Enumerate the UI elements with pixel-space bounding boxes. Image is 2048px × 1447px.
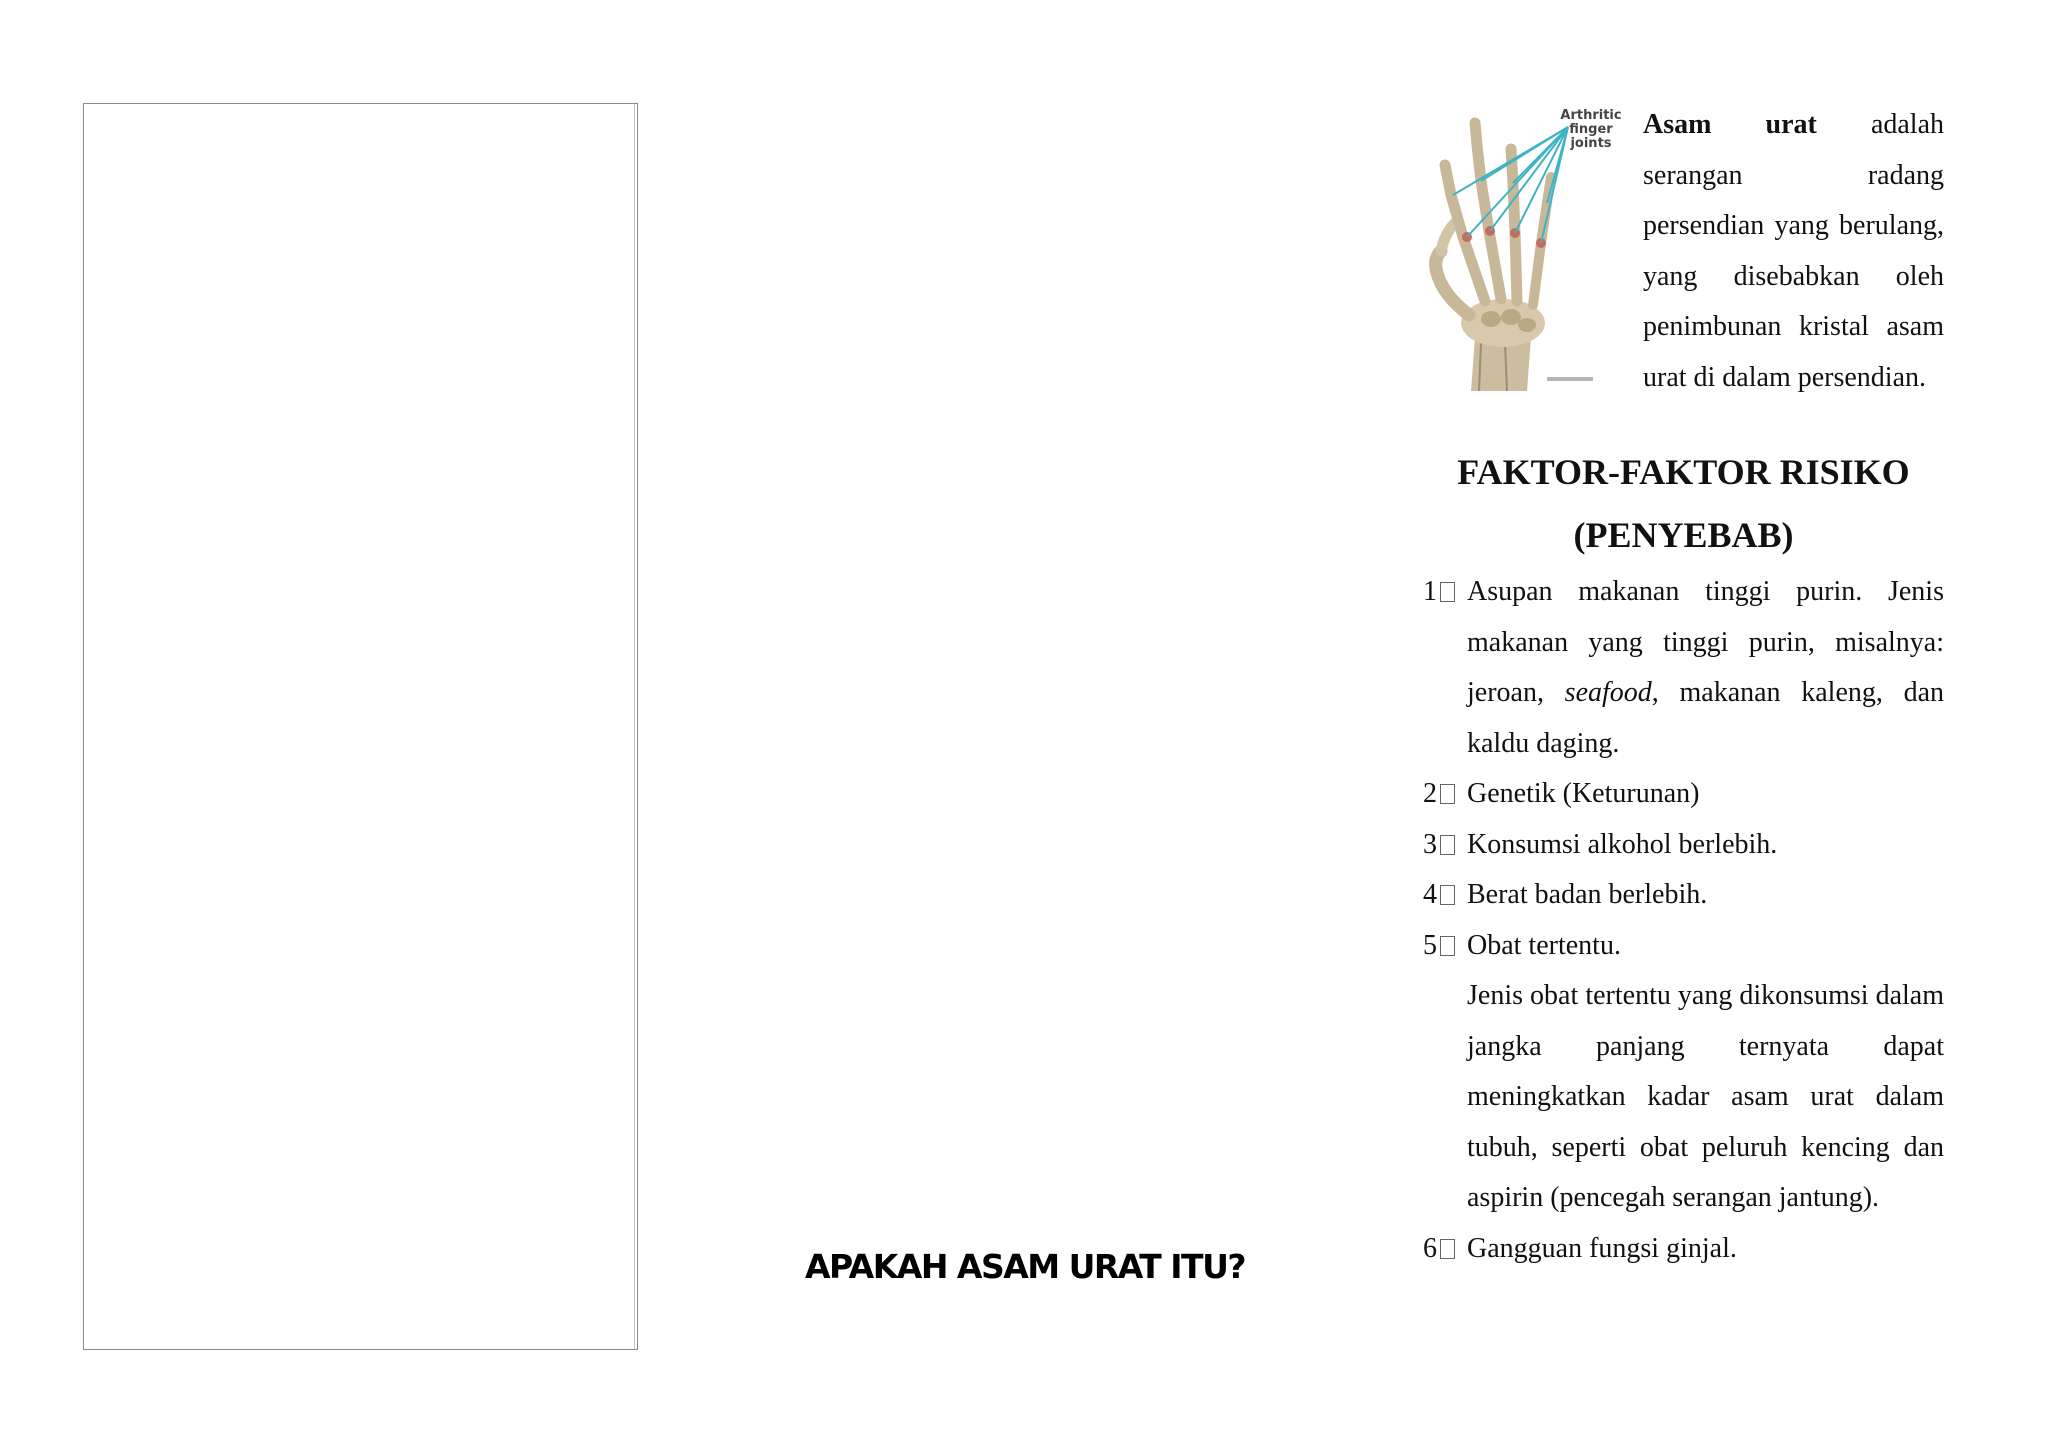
risk-item-number: 6 <box>1423 1232 1437 1264</box>
risk-item <box>1423 870 1944 921</box>
risk-item <box>1423 1224 1944 1275</box>
risk-item <box>1423 769 1944 820</box>
risk-factors-heading-line-1: FAKTOR-FAKTOR RISIKO <box>1457 452 1910 492</box>
blank-panel-frame <box>83 103 638 1350</box>
risk-item <box>1423 567 1944 769</box>
risk-item <box>1423 921 1944 972</box>
risk-item-number: 5 <box>1423 929 1437 961</box>
missing-glyph-box-icon <box>1440 885 1455 905</box>
risk-item-italic-text: seafood <box>1564 677 1652 708</box>
risk-item-5-note: Jenis obat tertentu yang dikonsumsi dalam jangka panjang ternyata dapat meningkatkan kadar asam urat dalam tubuh, seperti obat peluruh kencing dan aspirin (pencegah serangan jantung). <box>1467 980 1944 1213</box>
risk-item <box>1423 820 1944 871</box>
risk-item-text: Gangguan fungsi ginjal. <box>1467 1232 1737 1264</box>
figure-label-line-1: Arthritic <box>1560 108 1622 123</box>
missing-glyph-box-icon <box>1440 582 1455 602</box>
risk-item-text: Berat badan berlebih. <box>1467 879 1708 910</box>
missing-glyph-box-icon <box>1440 1239 1455 1259</box>
intro-text: adalah serangan radang persendian yang berulang, yang disebabkan oleh penimbunan kristal asam urat di dalam persendian. <box>1643 109 1945 393</box>
missing-glyph-box-icon <box>1440 784 1455 804</box>
risk-item-text: Asupan makanan tinggi purin. Jenis makanan yang tinggi purin, misalnya: jeroan, <box>1467 576 1944 708</box>
risk-item-number: 4 <box>1423 879 1437 910</box>
cover-heading: APAKAH ASAM URAT ITU? <box>804 1247 1246 1286</box>
risk-item-text: Obat tertentu. <box>1467 929 1621 961</box>
risk-item-text-end: , makanan kaleng, dan kaldu daging. <box>1467 677 1945 759</box>
risk-item-text: Konsumsi alkohol berlebih. <box>1467 828 1778 860</box>
risk-factors-list <box>1423 567 1944 1274</box>
risk-item-number: 3 <box>1423 828 1437 860</box>
figure-label-line-2: finger <box>1569 122 1613 137</box>
risk-item-number: 2 <box>1423 778 1437 809</box>
missing-glyph-box-icon <box>1440 835 1455 855</box>
risk-factors-heading-line-2: (PENYEBAB) <box>1573 515 1794 555</box>
hand-skeleton-illustration <box>1423 105 1623 391</box>
missing-glyph-box-icon <box>1440 936 1455 956</box>
info-column <box>1423 100 1944 1274</box>
intro-term: Asam urat <box>1643 109 1817 140</box>
risk-factors-heading <box>1423 441 1944 567</box>
figure-label-line-3: joints <box>1570 136 1612 151</box>
risk-item-number: 1 <box>1423 576 1437 607</box>
risk-item-text: Genetik (Keturunan) <box>1467 778 1700 809</box>
